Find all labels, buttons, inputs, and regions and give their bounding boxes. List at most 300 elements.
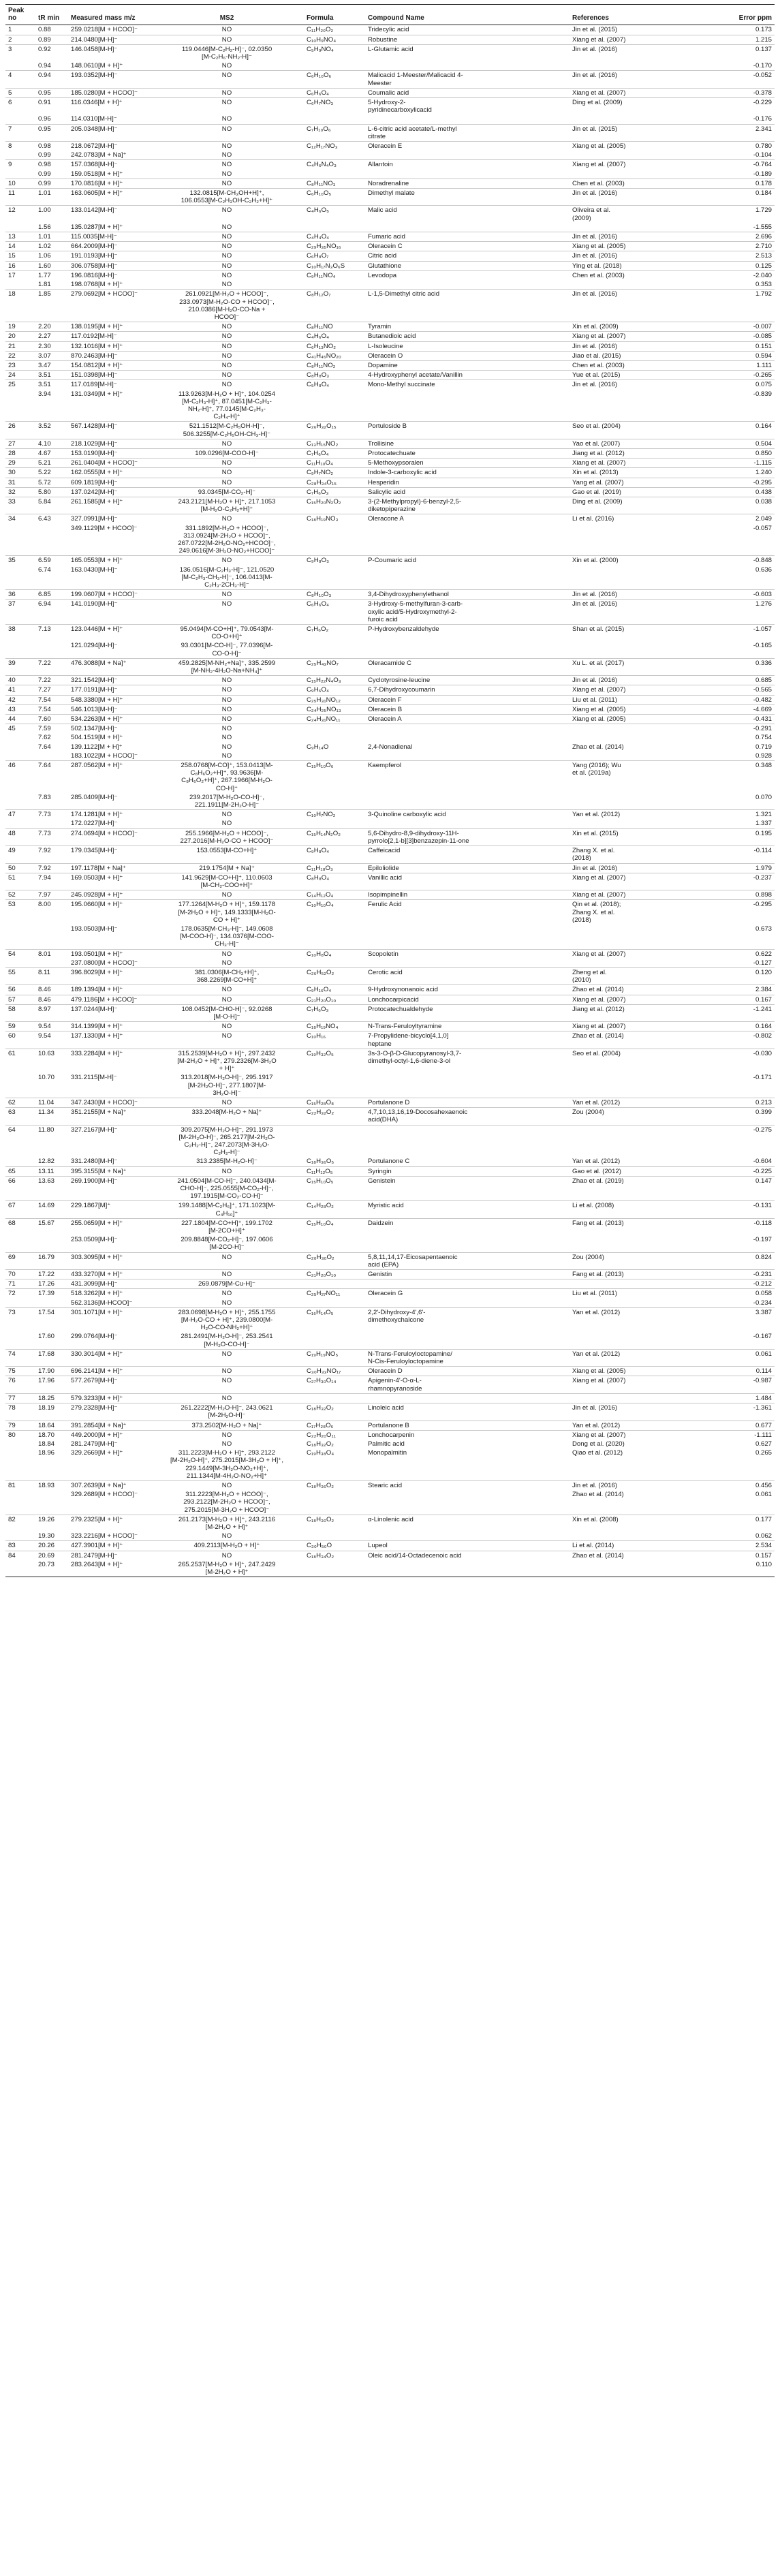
formula-cell: C₄₁H₄₅NO₂₀ <box>304 351 365 360</box>
compound-name-cell <box>365 390 570 422</box>
formula-cell: C₆H₁₃NO₂ <box>304 341 365 351</box>
ms2-cell: NO <box>150 179 304 188</box>
measured-mass-cell: 609.1819[M-H]⁻ <box>68 478 150 487</box>
error-ppm-cell: 0.456 <box>651 1480 775 1490</box>
compound-name-cell: Oleracone A <box>365 514 570 524</box>
tr-min-cell: 0.99 <box>38 170 51 178</box>
tr-min-cell <box>35 751 68 761</box>
error-ppm-cell: 0.622 <box>651 949 775 959</box>
compound-name-cell: Dimethyl malate <box>365 189 570 206</box>
reference-cell: Xiang et al. (2005) <box>570 1367 651 1376</box>
tr-min-cell: 7.59 <box>35 724 68 734</box>
reference-cell: Xiang et al. (2005) <box>570 142 651 151</box>
measured-mass-cell: 331.2480[M-H]⁻ <box>71 1158 118 1166</box>
formula-cell: C₃₀H₃₃NO₁₇ <box>304 1367 365 1376</box>
ms2-cell: NO <box>150 1289 304 1299</box>
tr-min-cell: 1.81 <box>38 281 51 289</box>
peak-no-cell: 9 <box>5 160 35 170</box>
formula-cell: C₂₄H₂₅NO₁₃ <box>304 704 365 714</box>
measured-mass-cell: 476.3088[M + Na]⁺ <box>68 658 150 675</box>
formula-cell: C₉H₁₆O₄ <box>304 985 365 995</box>
table-row <box>5 142 775 151</box>
formula-cell: C₈H₁₁NO₂ <box>304 360 365 370</box>
tr-min-cell: 7.27 <box>35 685 68 695</box>
table-row <box>5 88 775 97</box>
formula-cell <box>304 641 365 658</box>
peak-no-cell <box>5 1440 35 1448</box>
tr-min-cell: 5.84 <box>35 497 68 514</box>
reference-cell <box>570 1235 651 1252</box>
reference-cell: Zhao et al. (2014) <box>572 1491 624 1499</box>
tr-min-cell: 0.92 <box>35 44 68 61</box>
measured-mass-cell: 146.0458[M-H]⁻ <box>68 44 150 61</box>
ms2-cell: NO <box>150 1022 304 1031</box>
ms2-cell: NO <box>150 724 304 734</box>
table-row <box>5 114 775 124</box>
measured-mass-cell: 183.1022[M + HCOO]⁻ <box>71 751 138 760</box>
peak-no-cell <box>5 819 35 828</box>
ms2-cell: NO <box>150 124 304 141</box>
reference-cell: Li et al. (2014) <box>570 1541 651 1551</box>
error-ppm-cell: 0.898 <box>651 890 775 900</box>
ms2-cell: NO <box>150 1376 304 1393</box>
ms2-cell: NO <box>221 26 232 34</box>
measured-mass-cell: 179.0345[M-H]⁻ <box>68 846 150 863</box>
tr-min-cell <box>35 524 68 556</box>
formula-cell <box>304 793 365 810</box>
measured-mass-cell: 301.1071[M + H]⁺ <box>68 1307 150 1332</box>
header-error-ppm: Error ppm <box>651 5 775 25</box>
compound-name-cell: Ferulic Acid <box>365 900 570 925</box>
error-ppm-cell: -0.802 <box>651 1031 775 1049</box>
formula-cell: C₁₅H₁₀O₆ <box>304 761 365 793</box>
formula-cell: C₇H₆O₂ <box>304 625 365 642</box>
compound-name-cell <box>365 151 570 160</box>
tr-min-cell: 3.07 <box>35 351 68 360</box>
peak-no-cell <box>5 793 35 810</box>
peak-no-cell: 13 <box>5 232 35 242</box>
compound-name-cell: Genistein <box>365 1176 570 1201</box>
measured-mass-cell: 427.3901[M + H]⁺ <box>68 1541 150 1551</box>
table-row <box>5 590 775 600</box>
tr-min-cell: 3.51 <box>35 371 68 380</box>
formula-cell: C₁₀H₇NO₂ <box>304 810 365 820</box>
formula-cell <box>304 151 365 160</box>
error-ppm-cell: 0.265 <box>755 1449 772 1457</box>
compound-name-cell <box>365 1532 570 1541</box>
tr-min-cell: 0.98 <box>35 160 68 170</box>
formula-cell: C₁₉H₁₉NO₅ <box>304 1349 365 1366</box>
table-row <box>5 900 775 925</box>
compound-name-cell: Salicylic acid <box>365 487 570 497</box>
measured-mass-cell: 502.1347[M-H]⁻ <box>68 724 150 734</box>
error-ppm-cell: 2.049 <box>651 514 775 524</box>
ms2-cell: 283.0698[M-H₂O + H]⁺, 255.1755 [M-H₂O-CO + H]⁺, 239.0800[M- H₂O-CO-NH₂+H]⁺ <box>150 1307 304 1332</box>
table-row <box>5 1166 775 1176</box>
reference-cell: Jin et al. (2016) <box>570 44 651 61</box>
error-ppm-cell: -0.057 <box>753 524 772 532</box>
ms2-cell: NO <box>150 1551 304 1560</box>
error-ppm-cell: 1.484 <box>651 1393 775 1403</box>
table-row <box>5 1515 775 1532</box>
peak-no-cell: 68 <box>5 1218 35 1235</box>
error-ppm-cell: -0.987 <box>651 1376 775 1393</box>
reference-cell: Xiang et al. (2007) <box>570 685 651 695</box>
reference-cell: Jin et al. (2016) <box>570 1403 651 1421</box>
peak-no-cell: 1 <box>8 26 12 34</box>
ms2-cell: 261.2173[M-H₂O + H]⁺, 243.2116 [M-2H₂O + H]⁺ <box>150 1515 304 1532</box>
table-row <box>5 995 775 1004</box>
reference-cell: Li et al. (2016) <box>570 514 651 524</box>
table-row <box>5 685 775 695</box>
measured-mass-cell: 165.0553[M + H]⁺ <box>68 556 150 565</box>
formula-cell: C₂₇H₃₀O₁₄ <box>304 1376 365 1393</box>
measured-mass-cell: 261.0404[M + HCOO]⁻ <box>68 459 150 468</box>
measured-mass-cell: 141.0190[M-H]⁻ <box>68 600 150 625</box>
peak-no-cell: 84 <box>5 1551 35 1560</box>
peak-no-cell: 3 <box>5 44 35 61</box>
compound-name-cell <box>365 751 570 761</box>
peak-no-cell <box>5 170 35 179</box>
measured-mass-cell: 137.0244[M-H]⁻ <box>68 1004 150 1021</box>
compound-name-cell: Malic acid <box>365 206 570 223</box>
error-ppm-cell: 0.058 <box>651 1289 775 1299</box>
peak-no-cell: 47 <box>5 810 35 820</box>
tr-min-cell: 4.67 <box>35 448 68 458</box>
peak-no-cell <box>5 1157 35 1166</box>
measured-mass-cell: 347.2430[M + HCOO]⁻ <box>68 1098 150 1107</box>
formula-cell: C₁₀H₁₀O₄ <box>304 900 365 925</box>
table-row <box>5 1421 775 1430</box>
measured-mass-cell: 579.3233[M + H]⁺ <box>68 1393 150 1403</box>
table-row <box>5 151 775 160</box>
ms2-cell: NO <box>150 478 304 487</box>
reference-cell: Zou (2004) <box>570 1252 651 1269</box>
compound-name-cell: Lupeol <box>365 1541 570 1551</box>
formula-cell <box>304 959 365 968</box>
tr-min-cell: 2.20 <box>35 322 68 332</box>
ms2-cell: NO <box>150 71 304 88</box>
compound-name-cell: Lonchocarpicacid <box>365 995 570 1004</box>
formula-cell <box>304 1560 365 1577</box>
header-peak-no: Peak no <box>5 5 35 25</box>
peak-no-cell: 43 <box>5 704 35 714</box>
reference-cell: Jin et al. (2016) <box>570 863 651 873</box>
reference-cell <box>570 280 651 290</box>
compound-name-cell: Apigenin-4'-O-α-L- rhamnopyranoside <box>365 1376 570 1393</box>
formula-cell <box>304 170 365 179</box>
measured-mass-cell: 205.0348[M-H]⁻ <box>68 124 150 141</box>
peak-no-cell: 40 <box>5 676 35 685</box>
ms2-cell: NO <box>150 715 304 724</box>
error-ppm-cell: 0.824 <box>651 1252 775 1269</box>
compound-name-cell: α-Linolenic acid <box>365 1515 570 1532</box>
reference-cell: Yang (2016); Wu et al. (2019a) <box>570 761 651 793</box>
peak-no-cell: 78 <box>5 1403 35 1421</box>
peak-no-cell <box>5 1073 35 1098</box>
tr-min-cell: 18.19 <box>35 1403 68 1421</box>
measured-mass-cell: 433.3270[M + H]⁺ <box>68 1270 150 1279</box>
reference-cell: Xiang et al. (2007) <box>570 1022 651 1031</box>
formula-cell: C₁₆H₁₄O₅ <box>304 1307 365 1332</box>
error-ppm-cell: -0.848 <box>651 556 775 565</box>
ms2-cell: 239.2017[M-H₂O-CO-H]⁻, 221.1911[M-2H₂O-H]⁻ <box>189 793 265 809</box>
ms2-cell: NO <box>150 371 304 380</box>
table-row <box>5 1031 775 1049</box>
tr-min-cell: 17.68 <box>35 1349 68 1366</box>
table-row <box>5 819 775 828</box>
compound-name-cell: Syringin <box>365 1166 570 1176</box>
error-ppm-cell: -0.052 <box>651 71 775 88</box>
ms2-cell: NO <box>150 232 304 242</box>
tr-min-cell: 7.92 <box>35 846 68 863</box>
table-header <box>5 5 775 25</box>
table-row <box>5 251 775 261</box>
reference-cell: Jin et al. (2016) <box>570 676 651 685</box>
measured-mass-cell: 274.0694[M + HCOO]⁻ <box>68 828 150 845</box>
table-row <box>5 1022 775 1031</box>
formula-cell: C₂₄H₃₁NO₁₁ <box>304 715 365 724</box>
error-ppm-cell: 0.627 <box>755 1440 772 1448</box>
measured-mass-cell: 259.0218[M + HCOO]⁻ <box>71 26 138 34</box>
ms2-cell: NO <box>221 959 232 967</box>
tr-min-cell: 0.88 <box>38 26 51 34</box>
table-row <box>5 556 775 565</box>
error-ppm-cell: -0.197 <box>753 1236 772 1244</box>
ms2-cell: 199.1488[M-C₂H₆]⁺, 171.1023[M- C₄H₁₀]⁺ <box>150 1201 304 1218</box>
compound-name-cell: 2,2'-Dihydroxy-4',6'- dimethoxychalcone <box>365 1307 570 1332</box>
formula-cell <box>304 524 365 556</box>
measured-mass-cell: 218.0672[M-H]⁻ <box>68 142 150 151</box>
reference-cell <box>570 641 651 658</box>
tr-min-cell: 2.30 <box>35 341 68 351</box>
measured-mass-cell: 327.0991[M-H]⁻ <box>68 514 150 524</box>
compound-name-cell: Kaempferol <box>365 761 570 793</box>
error-ppm-cell: 1.215 <box>651 35 775 44</box>
compound-name-cell: Oleracein A <box>365 715 570 724</box>
table-row <box>5 1393 775 1403</box>
compound-name-cell: Monopalmitin <box>368 1449 407 1457</box>
error-ppm-cell: 0.438 <box>651 487 775 497</box>
compound-name-cell: Oleracamide C <box>365 658 570 675</box>
peak-no-cell: 51 <box>5 873 35 890</box>
ms2-cell: NO <box>150 270 304 280</box>
ms2-cell: 315.2539[M-H₂O + H]⁺, 297.2432 [M-2H₂O + H]⁺, 279.2326[M-3H₂O + H]⁺ <box>150 1049 304 1073</box>
compound-name-cell <box>365 959 570 968</box>
ms2-cell: NO <box>150 341 304 351</box>
compound-name-cell <box>365 1490 570 1515</box>
table-row <box>5 1235 775 1252</box>
tr-min-cell: 0.95 <box>35 124 68 141</box>
peak-no-cell: 66 <box>5 1176 35 1201</box>
tr-min-cell: 6.85 <box>35 590 68 600</box>
peak-no-cell: 14 <box>5 242 35 251</box>
error-ppm-cell: 0.850 <box>651 448 775 458</box>
compound-name-cell: 5,8,11,14,17-Eicosapentaenoic acid (EPA) <box>365 1252 570 1269</box>
peak-no-cell <box>5 390 35 422</box>
tr-min-cell: 7.83 <box>38 793 51 801</box>
ms2-cell: NO <box>150 439 304 448</box>
reference-cell: Yang et al. (2007) <box>570 478 651 487</box>
ms2-cell: 313.2385[M-H₂O-H]⁻ <box>196 1158 258 1166</box>
ms2-cell: NO <box>150 995 304 1004</box>
table-row <box>5 810 775 820</box>
error-ppm-cell: 1.729 <box>651 206 775 223</box>
tr-min-cell: 7.64 <box>38 743 51 751</box>
peak-no-cell: 46 <box>5 761 35 793</box>
formula-cell: C₇H₆O₃ <box>304 487 365 497</box>
error-ppm-cell: -4.669 <box>651 704 775 714</box>
ms2-cell: 261.2222[M-H₂O-H]⁻, 243.0621 [M-2H₂O-H]⁻ <box>150 1403 304 1421</box>
formula-cell: C₁₈H₃₂O₂ <box>304 1403 365 1421</box>
tr-min-cell: 5.21 <box>35 459 68 468</box>
ms2-cell: NO <box>150 1098 304 1107</box>
ms2-cell: NO <box>150 556 304 565</box>
formula-cell: C₄H₆O₄ <box>304 332 365 341</box>
reference-cell: Jin et al. (2016) <box>570 71 651 88</box>
compound-name-cell: Scopoletin <box>365 949 570 959</box>
table-row <box>5 1430 775 1440</box>
formula-cell: C₂₅H₂₇NO₁₁ <box>304 1289 365 1299</box>
measured-mass-cell: 255.0659[M + H]⁺ <box>68 1218 150 1235</box>
reference-cell: Jiang et al. (2012) <box>570 448 651 458</box>
formula-cell: C₇H₁₀O₆ <box>304 124 365 141</box>
compound-name-cell <box>365 170 570 179</box>
table-row <box>5 1176 775 1201</box>
reference-cell <box>570 170 651 179</box>
ms2-cell: NO <box>150 1367 304 1376</box>
compound-name-cell: Isopimpinellin <box>365 890 570 900</box>
reference-cell: Xiang et al. (2007) <box>570 459 651 468</box>
peak-no-cell <box>5 959 35 968</box>
tr-min-cell: 5.80 <box>35 487 68 497</box>
ms2-cell: 459.2825[M-NH₂+Na]⁺, 335.2599 [M-NH₂-4H₂O-Na+NH₄]⁺ <box>150 658 304 675</box>
table-row <box>5 751 775 761</box>
formula-cell: C₂₁H₂₀O₁₀ <box>304 995 365 1004</box>
ms2-cell: 381.0306[M-CH₃+H]⁺, 368.2269[M-CO+H]⁺ <box>150 967 304 984</box>
formula-cell: C₉H₈O₃ <box>304 556 365 565</box>
measured-mass-cell: 154.0812[M + H]⁺ <box>68 360 150 370</box>
peak-no-cell: 12 <box>5 206 35 223</box>
ms2-cell: NO <box>150 261 304 270</box>
compound-name-cell: Tyramin <box>365 322 570 332</box>
peak-no-cell: 4 <box>5 71 35 88</box>
error-ppm-cell: 1.337 <box>755 820 772 828</box>
reference-cell: Zou (2004) <box>570 1108 651 1125</box>
compound-name-cell: Robustine <box>365 35 570 44</box>
tr-min-cell: 7.73 <box>35 810 68 820</box>
tr-min-cell: 2.27 <box>35 332 68 341</box>
measured-mass-cell: 115.0035[M-H]⁻ <box>68 232 150 242</box>
table-row <box>5 1049 775 1073</box>
peak-no-cell: 6 <box>5 98 35 115</box>
error-ppm-cell: 0.167 <box>651 995 775 1004</box>
ms2-cell: NO <box>221 751 232 760</box>
tr-min-cell: 8.46 <box>35 995 68 1004</box>
peak-no-cell: 41 <box>5 685 35 695</box>
measured-mass-cell: 137.0242[M-H]⁻ <box>68 487 150 497</box>
compound-name-cell: P-Coumaric acid <box>365 556 570 565</box>
peak-no-cell: 8 <box>5 142 35 151</box>
table-row <box>5 1201 775 1218</box>
ms2-cell: NO <box>150 514 304 524</box>
table-row <box>5 242 775 251</box>
measured-mass-cell: 114.0310[M-H]⁻ <box>71 115 117 123</box>
ms2-cell: NO <box>150 322 304 332</box>
tr-min-cell: 17.60 <box>38 1333 55 1341</box>
error-ppm-cell: 0.677 <box>651 1421 775 1430</box>
reference-cell <box>570 724 651 734</box>
tr-min-cell: 4.10 <box>35 439 68 448</box>
reference-cell <box>570 223 651 232</box>
reference-cell: Jin et al. (2016) <box>570 600 651 625</box>
tr-min-cell: 7.13 <box>35 625 68 642</box>
reference-cell <box>570 733 651 742</box>
formula-cell: C₁₅H₂₂N₄O₃ <box>304 676 365 685</box>
tr-min-cell: 8.97 <box>35 1004 68 1021</box>
measured-mass-cell: 139.1122[M + H]⁺ <box>71 743 123 751</box>
formula-cell: C₁₅H₁₀O₄ <box>304 1218 365 1235</box>
formula-cell <box>304 1073 365 1098</box>
peak-no-cell: 37 <box>5 600 35 625</box>
reference-cell: Chen et al. (2003) <box>570 360 651 370</box>
reference-cell: Xiang et al. (2007) <box>570 332 651 341</box>
formula-cell: C₁₂H₁₇NO₃ <box>304 142 365 151</box>
ms2-cell: NO <box>221 820 232 828</box>
header-formula: Formula <box>304 5 365 25</box>
measured-mass-cell: 193.0503[M-H]⁻ <box>71 925 118 933</box>
ms2-cell: NO <box>221 170 232 178</box>
measured-mass-cell: 269.1900[M-H]⁻ <box>68 1176 150 1201</box>
peak-no-cell: 24 <box>5 371 35 380</box>
formula-cell: C₁₄H₂₈O₂ <box>304 1201 365 1218</box>
measured-mass-cell: 279.2328[M-H]⁻ <box>68 1403 150 1421</box>
error-ppm-cell: -0.565 <box>651 685 775 695</box>
compound-name-cell: Protocatechualdehyde <box>365 1004 570 1021</box>
measured-mass-cell: 169.0503[M + H]⁺ <box>68 873 150 890</box>
ms2-cell: NO <box>150 459 304 468</box>
reference-cell <box>570 524 651 556</box>
peak-no-cell: 83 <box>5 1541 35 1551</box>
measured-mass-cell: 395.3155[M + Na]⁺ <box>68 1166 150 1176</box>
table-row <box>5 270 775 280</box>
peak-no-cell <box>5 1332 35 1349</box>
tr-min-cell: 6.59 <box>35 556 68 565</box>
formula-cell: C₆H₁₀O₆ <box>304 71 365 88</box>
tr-min-cell: 7.54 <box>35 704 68 714</box>
measured-mass-cell: 331.2115[M-H]⁻ <box>71 1074 117 1082</box>
reference-cell: Dong et al. (2020) <box>572 1440 625 1448</box>
table-row <box>5 985 775 995</box>
error-ppm-cell: -1.057 <box>651 625 775 642</box>
ms2-cell: NO <box>150 332 304 341</box>
reference-cell: Yao et al. (2007) <box>570 439 651 448</box>
compound-name-cell: N-Trans-Feruloyloctopamine/ N-Cis-Feruloyloctopamine <box>365 1349 570 1366</box>
tr-min-cell: 5.72 <box>35 478 68 487</box>
reference-cell <box>570 793 651 810</box>
measured-mass-cell: 163.0605[M + H]⁺ <box>68 189 150 206</box>
tr-min-cell <box>35 641 68 658</box>
reference-cell: Jin et al. (2016) <box>570 380 651 390</box>
error-ppm-cell: 0.062 <box>755 1532 772 1540</box>
measured-mass-cell: 548.3380[M + H]⁺ <box>68 695 150 704</box>
peak-no-cell <box>5 1299 35 1308</box>
table-row <box>5 179 775 188</box>
table-row <box>5 280 775 290</box>
error-ppm-cell: -0.167 <box>753 1333 772 1341</box>
error-ppm-cell: 0.213 <box>651 1098 775 1107</box>
table-row <box>5 1307 775 1332</box>
